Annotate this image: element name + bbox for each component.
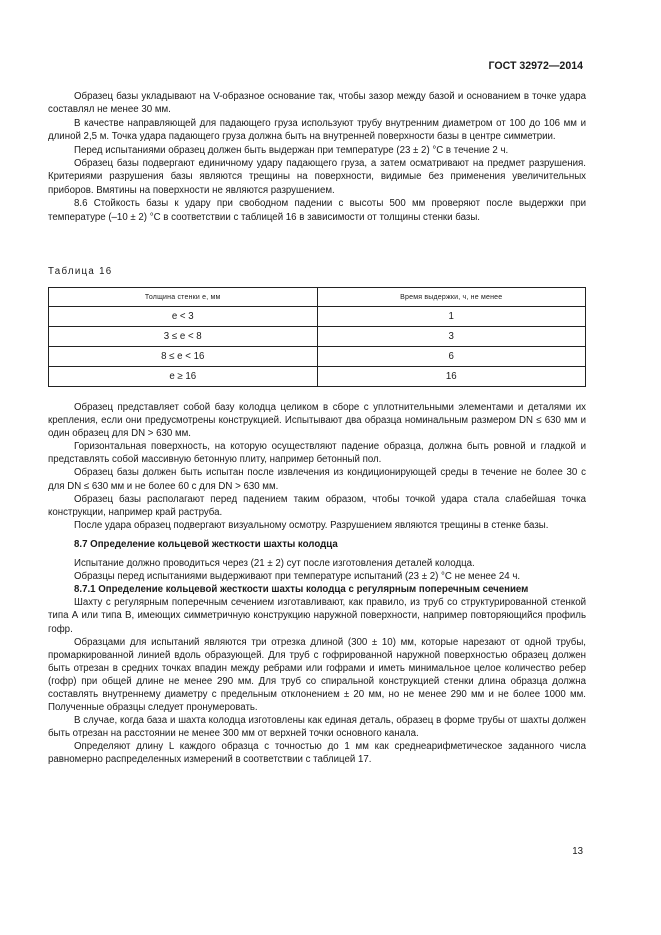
text-block-bottom bbox=[48, 401, 586, 767]
paragraph: Образец базы укладывают на V-образное основание так, чтобы зазор между базой и основанием в точке удара составлял не менее 30 мм. bbox=[48, 91, 586, 116]
table-cell: е ≥ 16 bbox=[49, 367, 318, 387]
table-row bbox=[49, 307, 586, 327]
page-number: 13 bbox=[572, 846, 583, 857]
table-cell: 8 ≤ е < 16 bbox=[49, 347, 318, 367]
paragraph: Образцами для испытаний являются три отрезка длиной (300 ± 10) мм, которые нарезают от одной трубы, промаркированной линией вдоль образующей. Для труб с гофрированной наружной поверхностью образец должен быть отрезан в средних точках впадин между ребрами или гофрами и иметь минимальное целое количество ребер (гофр) при общей длине не менее 290 мм. Для труб со спиральной конструкцией стенки длина образца должна составлять внутреннему диаметру с предельным отклонением ± 20 мм, но не менее 290 мм и не более 1000 мм. Полученные образцы следует пронумеровать. bbox=[48, 636, 586, 714]
paragraph: В качестве направляющей для падающего груза используют трубу внутренним диаметром от 100 до 106 мм и длиной 2,5 м. Точка удара падающего груза должна быть на внутренней поверхности базы в центре симметрии. bbox=[48, 117, 586, 143]
paragraph: После удара образец подвергают визуальному осмотру. Разрушением являются трещины в стенке базы. bbox=[74, 519, 549, 531]
table-cell: 3 ≤ е < 8 bbox=[49, 327, 318, 347]
paragraph: 8.6 Стойкость базы к удару при свободном падении с высоты 500 мм проверяют после выдержки при температуре (–10 ± 2) °С в соответствии с таблицей 16 в зависимости от толщины стенки базы. bbox=[48, 198, 586, 223]
paragraph: Образец представляет собой базу колодца целиком в сборе с уплотнительными элементами и деталями их крепления, если они предусмотрены конструкцией. Испытывают два образца номинальным размером DN ≤ 630 мм и один образец для DN > 630 мм. bbox=[48, 402, 586, 440]
text-block-top bbox=[48, 90, 586, 224]
paragraph: Испытание должно проводиться через (21 ± 2) сут после изготовления деталей колодца. bbox=[74, 558, 475, 570]
paragraph: Перед испытаниями образец должен быть выдержан при температуре (23 ± 2) °С в течение 2 ч. bbox=[74, 144, 509, 156]
table-row bbox=[49, 347, 586, 367]
paragraph: В случае, когда база и шахта колодца изготовлены как единая деталь, образец в форме трубы от шахты должен быть отрезан на расстоянии не менее 300 мм от верхней точки основного канала. bbox=[48, 715, 586, 740]
table-header-cell: Время выдержки, ч, не менее bbox=[317, 288, 586, 307]
table-16 bbox=[48, 287, 586, 387]
paragraph: Образцы перед испытаниями выдерживают при температуре испытаний (23 ± 2) °С не менее 24 ч. bbox=[74, 571, 521, 583]
table-cell: 3 bbox=[317, 327, 586, 347]
table-caption: Таблица 16 bbox=[48, 266, 113, 277]
paragraph: Определяют длину L каждого образца с точностью до 1 мм как среднеарифметическое заданного числа равномерно распределенных измерений в соответствии с таблицей 17. bbox=[48, 741, 586, 766]
paragraph: Образец базы располагают перед падением таким образом, чтобы точкой удара стала слабейшая точка конструкции, например край раструба. bbox=[48, 493, 586, 518]
paragraph: Шахту с регулярным поперечным сечением изготавливают, как правило, из труб со структурированной стенкой типа А или типа В, имеющих симметричную конструкцию наружной поверхности, например повторяющийся профиль гофр. bbox=[48, 597, 586, 635]
table-cell: е < 3 bbox=[49, 307, 318, 327]
table-row bbox=[49, 367, 586, 387]
table-cell: 16 bbox=[317, 367, 586, 387]
section-heading: 8.7 Определение кольцевой жесткости шахты колодца bbox=[74, 538, 338, 550]
paragraph: Образец базы подвергают единичному удару падающего груза, а затем осматривают на предмет разрушения. Критериями разрушения базы являются трещины на поверхности, видимые без применения увеличительных приборов. Вмятины на поверхности не являются разрушением. bbox=[48, 158, 586, 196]
paragraph: Горизонтальная поверхность, на которую осуществляют падение образца, должна быть ровной и гладкой и представлять собой массивную бетонную плиту, например бетонный пол. bbox=[48, 441, 586, 466]
table-cell: 6 bbox=[317, 347, 586, 367]
table-header-cell: Толщина стенки е, мм bbox=[49, 288, 318, 307]
paragraph: Образец базы должен быть испытан после извлечения из кондиционирующей среды в течение не более 30 с для DN ≤ 630 мм и не более 60 с для DN > 630 мм. bbox=[48, 467, 586, 492]
doc-code: ГОСТ 32972—2014 bbox=[488, 60, 583, 72]
subsection-heading: 8.7.1 Определение кольцевой жесткости шахты колодца с регулярным поперечным сечением bbox=[74, 584, 529, 596]
table-row bbox=[49, 327, 586, 347]
table-cell: 1 bbox=[317, 307, 586, 327]
table-header-row bbox=[49, 288, 586, 307]
